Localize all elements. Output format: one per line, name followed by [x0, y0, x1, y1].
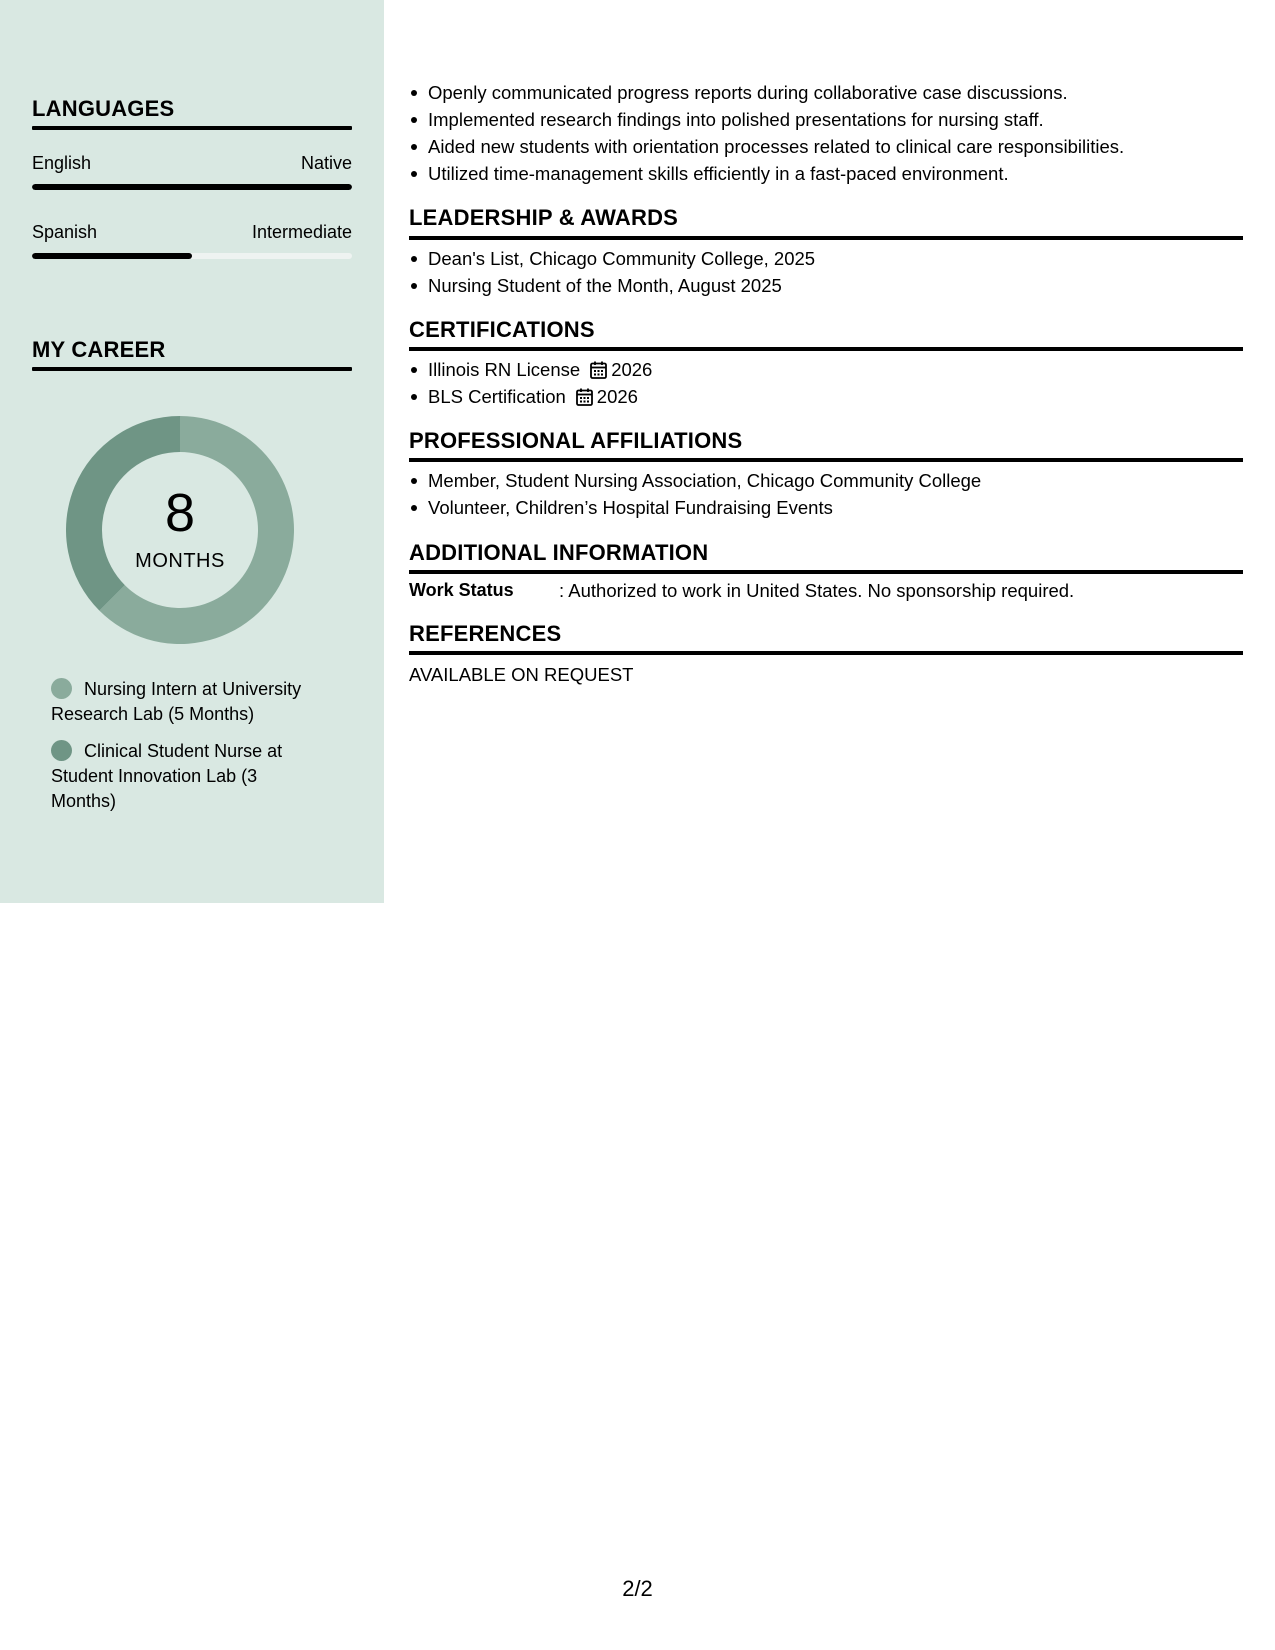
affiliations-title: PROFESSIONAL AFFILIATIONS — [409, 428, 743, 453]
language-name: English — [32, 153, 92, 173]
leadership-title: LEADERSHIP & AWARDS — [409, 205, 679, 230]
career-donut-chart — [66, 416, 294, 644]
list-item: Openly communicated progress reports during collaborative case discussions. — [409, 79, 1249, 106]
certifications-rule — [409, 347, 1243, 351]
certification-name: BLS Certification — [428, 386, 566, 407]
affiliations-list — [409, 467, 1249, 521]
language-bar-spanish — [32, 253, 352, 259]
certification-year: 2026 — [596, 386, 638, 407]
list-item: Dean's List, Chicago Community College, 2025 — [409, 245, 1249, 272]
certification-year: 2026 — [611, 359, 653, 380]
additional-info-title: ADDITIONAL INFORMATION — [409, 540, 709, 565]
calendar-icon — [576, 388, 593, 406]
language-bar-fill — [32, 184, 352, 190]
language-name: Spanish — [32, 222, 98, 242]
references-value: AVAILABLE ON REQUEST — [409, 664, 634, 685]
legend-dot-icon — [51, 678, 72, 699]
language-level: Intermediate — [251, 222, 352, 242]
page-number: 2/2 — [622, 1576, 653, 1601]
list-item: Volunteer, Children’s Hospital Fundraising Events — [409, 494, 1249, 521]
language-level: Native — [300, 153, 352, 173]
list-item — [409, 383, 1249, 410]
certification-name: Illinois RN License — [428, 359, 581, 380]
languages-title: LANGUAGES — [32, 96, 175, 121]
career-total-months: 8 — [164, 483, 196, 543]
experience-bullets — [409, 79, 1249, 187]
languages-rule — [32, 126, 352, 130]
affiliations-rule — [409, 458, 1243, 462]
work-status-label: Work Status — [409, 580, 514, 600]
career-rule — [32, 367, 352, 371]
leadership-list — [409, 245, 1249, 299]
career-title: MY CAREER — [32, 337, 166, 362]
list-item: Utilized time-management skills efficiently in a fast-paced environment. — [409, 160, 1249, 187]
calendar-icon — [590, 361, 607, 379]
language-row-spanish — [32, 222, 352, 243]
list-item — [409, 356, 1249, 383]
language-bar-fill — [32, 253, 192, 259]
career-legend-item-1 — [51, 677, 321, 727]
list-item: Member, Student Nursing Association, Chicago Community College — [409, 467, 1249, 494]
work-status-value: : Authorized to work in United States. No sponsorship required. — [559, 580, 1075, 601]
career-legend-item-2 — [51, 739, 321, 814]
language-row-english — [32, 153, 352, 174]
legend-dot-icon — [51, 740, 72, 761]
additional-info-rule — [409, 570, 1243, 574]
list-item: Nursing Student of the Month, August 2025 — [409, 272, 1249, 299]
references-title: REFERENCES — [409, 621, 562, 646]
language-bar-english — [32, 184, 352, 190]
leadership-rule — [409, 236, 1243, 240]
certifications-title: CERTIFICATIONS — [409, 317, 595, 342]
references-rule — [409, 651, 1243, 655]
certifications-list — [409, 356, 1249, 410]
list-item: Implemented research findings into polished presentations for nursing staff. — [409, 106, 1249, 133]
career-legend-label: Nursing Intern at University Research Lab (5 Months) — [51, 679, 302, 724]
career-total-unit: MONTHS — [135, 550, 225, 572]
career-legend-label: Clinical Student Nurse at Student Innovation Lab (3 Months) — [51, 741, 283, 811]
list-item: Aided new students with orientation processes related to clinical care responsibilities. — [409, 133, 1249, 160]
